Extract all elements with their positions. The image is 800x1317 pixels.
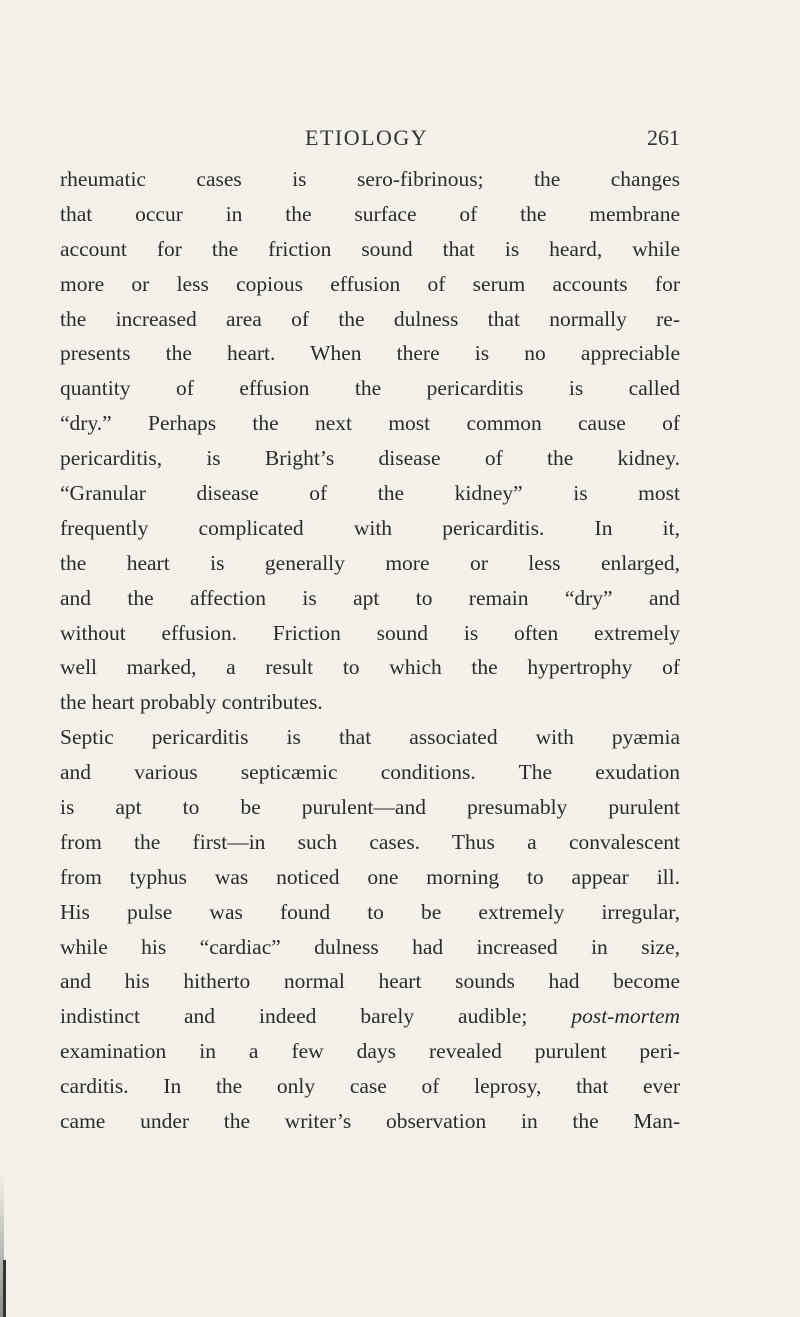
- text-line: account for the friction sound that is heard, while: [60, 236, 680, 261]
- chapter-title: ETIOLOGY: [305, 125, 429, 150]
- page-edge-line: [3, 1260, 6, 1317]
- text-line: carditis. In the only case of leprosy, that ever: [60, 1074, 680, 1099]
- text-line: Septic pericarditis is that associated with pyæmia: [60, 725, 680, 750]
- text-line: that occur in the surface of the membrane: [60, 201, 680, 226]
- text-line: and the affection is apt to remain “dry” and: [60, 585, 680, 610]
- page-number: 261: [647, 125, 680, 150]
- text-line: His pulse was found to be extremely irregular,: [60, 899, 680, 924]
- text-line: from typhus was noticed one morning to appear ill.: [60, 864, 680, 889]
- text-line-start: indistinct and indeed barely audible;: [60, 1004, 528, 1029]
- text-line: frequently complicated with pericarditis. In it,: [60, 515, 680, 540]
- text-line: and his hitherto normal heart sounds had become: [60, 969, 680, 994]
- text-line: rheumatic cases is sero-fibrinous; the changes: [60, 167, 680, 191]
- text-line: examination in a few days revealed purulent peri-: [60, 1039, 680, 1064]
- text-line-with-italic: [60, 999, 680, 1034]
- text-line: “Granular disease of the kidney” is most: [60, 481, 680, 506]
- text-line: presents the heart. When there is no appreciable: [60, 341, 680, 366]
- text-line: well marked, a result to which the hypertrophy of: [60, 655, 680, 680]
- text-line: and various septicæmic conditions. The exudation: [60, 760, 680, 785]
- text-line: is apt to be purulent—and presumably purulent: [60, 795, 680, 820]
- text-line: the heart is generally more or less enlarged,: [60, 550, 680, 575]
- text-line: without effusion. Friction sound is often extremely: [60, 620, 680, 645]
- text-line: while his “cardiac” dulness had increased in size,: [60, 934, 680, 959]
- running-head: [60, 125, 680, 159]
- text-line: from the first—in such cases. Thus a convalescent: [60, 829, 680, 854]
- text-line: pericarditis, is Bright’s disease of the kidney.: [60, 446, 680, 471]
- text-line: the increased area of the dulness that normally re-: [60, 306, 680, 331]
- text-line: quantity of effusion the pericarditis is called: [60, 376, 680, 401]
- text-line: more or less copious effusion of serum accounts for: [60, 271, 680, 296]
- text-line: came under the writer’s observation in the Man-: [60, 1109, 680, 1134]
- text-line: the heart probably contributes.: [60, 690, 323, 715]
- italic-phrase: post-mortem: [571, 1004, 680, 1029]
- text-line: “dry.” Perhaps the next most common cause of: [60, 411, 680, 436]
- body-text: [60, 162, 680, 1139]
